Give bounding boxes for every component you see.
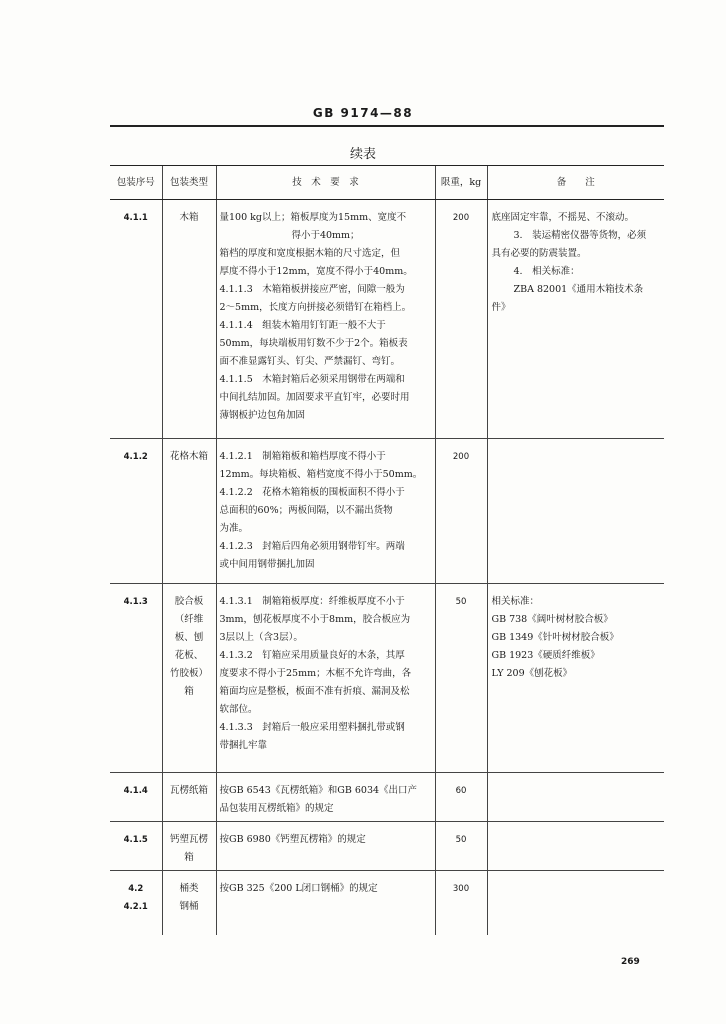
requirement-line: 4.1.1.3 木箱箱板拼接应严密，间隙一般为 [219,284,405,295]
table-row [110,773,664,822]
package-type-line: 胶合板 [174,596,204,607]
package-type-line: 钢桶 [179,901,199,912]
weight-limit-cell: 50 [435,822,487,871]
table-row [110,200,664,439]
package-number-cell [110,200,162,439]
requirement-line: 带捆扎牢靠 [219,740,268,751]
package-type-cell [162,439,216,584]
requirement-line: 4.1.2.2 花格木箱箱板的围板面积不得小于 [219,487,405,498]
requirements-cell [216,200,435,439]
package-number-cell [110,584,162,773]
remarks-cell [487,822,664,871]
requirement-line: 按GB 6980《钙塑瓦楞箱》的规定 [219,834,366,845]
requirement-line: 50mm，每块端板用钉数不少于2个。箱板表 [219,338,408,349]
remark-line: 3. 装运精密仪器等货物，必须 [513,230,647,241]
requirements-cell [216,773,435,822]
weight-limit-cell: 60 [435,773,487,822]
weight-limit-cell: 200 [435,200,487,439]
package-number: 4.1.3 [123,597,148,607]
weight-limit-cell: 50 [435,584,487,773]
remark-line: 相关标准： [491,596,540,607]
column-header-package-type: 包装类型 [162,166,216,200]
package-type-cell [162,584,216,773]
requirement-line: 箱档的厚度和宽度根据木箱的尺寸选定，但 [219,248,401,259]
requirement-line: 薄钢板护边包角加固 [219,410,306,421]
requirement-line: 4.1.3.3 封箱后一般应采用塑料捆扎带或钢 [219,722,405,733]
requirement-line: 4.1.1.4 组装木箱用钉钉距一般不大于 [219,320,386,331]
requirement-line: 总面积的60%；两板间隔，以不漏出货物 [219,505,393,516]
requirement-line: 量100 kg以上；箱板厚度为15mm、宽度不 [219,212,407,223]
requirement-line: 得小于40mm； [291,230,360,241]
requirement-line: 面不准显露钉头、钉尖、严禁漏钉、弯钉。 [219,356,401,367]
table-row [110,439,664,584]
requirements-cell [216,822,435,871]
package-number-cell [110,773,162,822]
package-type-line: 竹胶板） [169,668,208,679]
package-type-cell [162,822,216,871]
requirement-line: 4.1.3.1 制箱箱板厚度：纤维板厚度不小于 [219,596,405,607]
requirement-line: 为准。 [219,523,249,534]
remarks-cell [487,871,664,935]
requirement-line: 软部位。 [219,704,258,715]
package-type-line: 木箱 [179,212,199,223]
column-header-package-no: 包装序号 [110,166,162,200]
packaging-requirements-table [110,165,664,935]
package-type-cell [162,773,216,822]
package-number: 4.1.1 [123,213,148,223]
package-type-line: 花格木箱 [169,451,208,462]
requirement-line: 或中间用钢带捆扎加固 [219,559,315,570]
remarks-cell [487,773,664,822]
remark-line: GB 1349《针叶树材胶合板》 [491,632,619,643]
package-type-line: 钙塑瓦楞 [169,834,208,845]
requirement-line: 12mm。每块箱板、箱档宽度不得小于50mm。 [219,469,423,480]
column-header-remarks: 备 注 [487,166,664,200]
package-type-cell [162,200,216,439]
remark-line: GB 1923《硬质纤维板》 [491,650,600,661]
remark-line: ZBA 82001《通用木箱技术条 [513,284,644,295]
requirement-line: 按GB 325《200 L闭口钢桶》的规定 [219,883,378,894]
remarks-cell [487,200,664,439]
package-type-line: 箱 [184,686,194,697]
requirement-line: 厚度不得小于12mm，宽度不得小于40mm。 [219,266,413,277]
package-number-cell [110,822,162,871]
requirement-line: 4.1.2.3 封箱后四角必须用钢带钉牢。两端 [219,541,405,552]
package-number-cell [110,871,162,935]
requirement-line: 度要求不得小于25mm；木框不允许弯曲，各 [219,668,412,679]
package-type-line: 瓦楞纸箱 [169,785,208,796]
remark-line: 具有必要的防震装置。 [491,248,587,259]
table-row [110,822,664,871]
standard-code: GB 9174—88 [312,106,414,120]
column-header-weight-limit: 限重，kg [435,166,487,200]
remarks-cell [487,584,664,773]
package-number-cell [110,439,162,584]
table-row [110,584,664,773]
requirements-cell [216,439,435,584]
package-number: 4.1.5 [123,835,148,845]
requirement-line: 4.1.3.2 钉箱应采用质量良好的木条，其厚 [219,650,405,661]
remark-line: LY 209《刨花板》 [491,668,573,679]
package-type-line: 板、刨 [174,632,204,643]
table-row [110,871,664,935]
remarks-cell [487,439,664,584]
requirement-line: 3层以上（含3层）。 [219,632,303,643]
requirements-cell [216,584,435,773]
page-number: 269 [621,957,640,967]
package-number: 4.1.4 [123,786,148,796]
requirement-line: 箱面均应是整板，板面不准有折痕、漏洞及松 [219,686,410,697]
remark-line: 件》 [491,302,511,313]
package-type-line: 花板、 [174,650,204,661]
package-number: 4.1.2 [123,452,148,462]
requirement-line: 4.1.1.5 木箱封箱后必须采用钢带在两端和 [219,374,405,385]
weight-limit-cell: 300 [435,871,487,935]
table-continued-title: 续表 [349,147,376,162]
package-type-line: 箱 [184,852,194,863]
requirement-line: 2～5mm，长度方向拼接必须错钉在箱档上。 [219,302,412,313]
header-rule [110,125,664,127]
package-number: 4.2.1 [123,902,148,912]
requirement-line: 4.1.2.1 制箱箱板和箱档厚度不得小于 [219,451,386,462]
package-type-line: 桶类 [179,883,199,894]
requirement-line: 3mm，刨花板厚度不小于8mm，胶合板应为 [219,614,411,625]
package-type-line: （纤维 [174,614,204,625]
requirement-line: 中间扎结加固。加固要求平直钉牢，必要时用 [219,392,410,403]
table-header-row [110,166,664,200]
remark-line: 底座固定牢靠，不摇晃、不滚动。 [491,212,635,223]
package-type-cell [162,871,216,935]
weight-limit-cell: 200 [435,439,487,584]
requirement-line: 品包装用瓦楞纸箱》的规定 [219,803,334,814]
requirement-line: 按GB 6543《瓦楞纸箱》和GB 6034《出口产 [219,785,418,796]
remark-line: 4. 相关标准： [513,266,580,277]
column-header-technical-requirements: 技 术 要 求 [216,166,435,200]
requirements-cell [216,871,435,935]
remark-line: GB 738《阔叶树材胶合板》 [491,614,613,625]
package-number: 4.2 [128,884,144,894]
